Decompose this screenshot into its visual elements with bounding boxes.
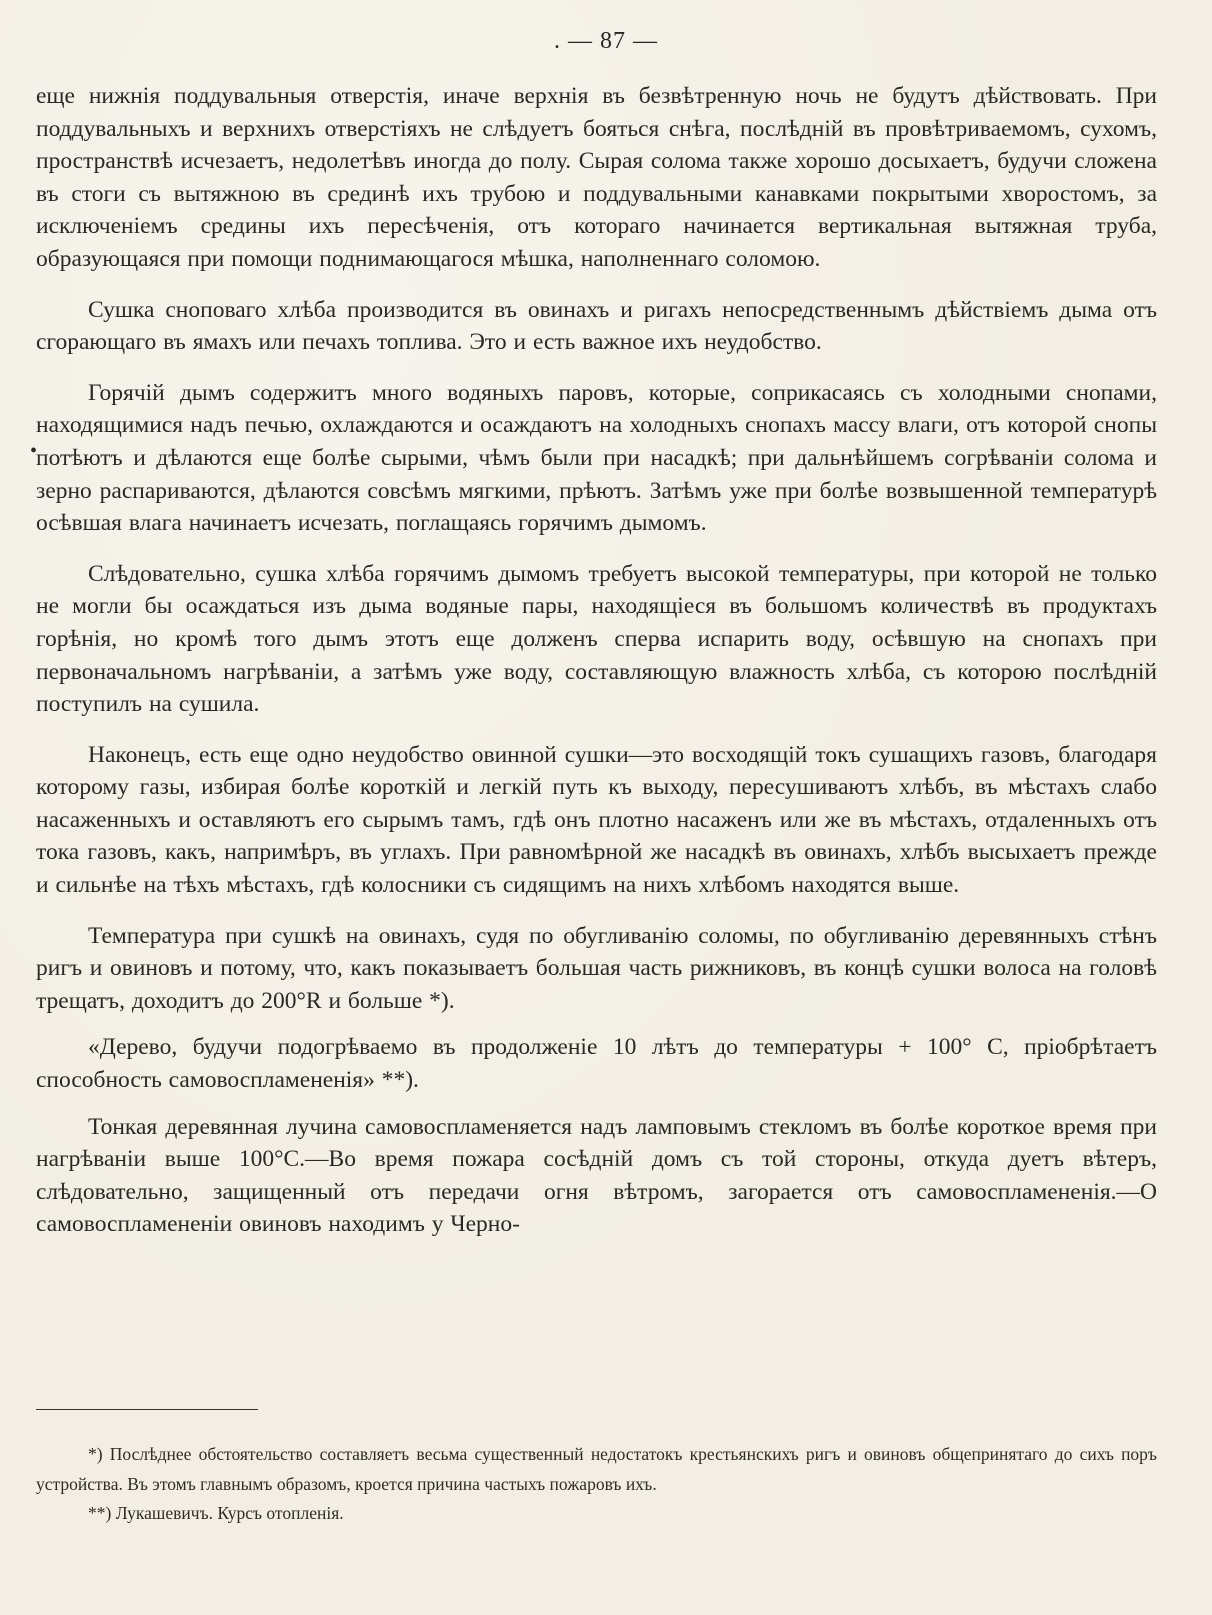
paragraph-6: Температура при сушкѣ на овинахъ, судя по обугливанію соломы, по обугливанію деревянныхъ стѣнъ ригъ и овиновъ и потому, что, какъ показываетъ большая часть рижниковъ, въ концѣ сушки волоса на головѣ трещатъ, доходитъ до 200°R и больше *). bbox=[36, 922, 1157, 1014]
footnote-2: **) Лукашевичъ. Курсъ отопленія. bbox=[88, 1503, 344, 1523]
page-number: . — 87 — bbox=[554, 28, 658, 54]
footnote-divider bbox=[36, 1409, 258, 1410]
body-text bbox=[36, 80, 1157, 1259]
margin-mark: • bbox=[30, 440, 38, 462]
paragraph-2: Сушка сноповаго хлѣба производится въ овинахъ и ригахъ непосредственнымъ дѣйствіемъ дыма отъ сгорающаго въ ямахъ или печахъ топлива. Это и есть важное ихъ неудобство. bbox=[36, 296, 1157, 356]
paragraph-8: Тонкая деревянная лучина самовоспламеняется надъ ламповымъ стекломъ въ болѣе короткое время при нагрѣваніи выше 100°C.—Во время пожара сосѣдній домъ съ той стороны, откуда дуетъ вѣтеръ, слѣдовательно, защищенный отъ передачи огня вѣтромъ, загорается отъ самовоспламененія.—О самовоспламененіи овиновъ находимъ у Черно- bbox=[36, 1113, 1157, 1238]
paragraph-4: Слѣдовательно, сушка хлѣба горячимъ дымомъ требуетъ высокой температуры, при которой не только не могли бы осаждаться изъ дыма водяные пары, находящіеся въ большомъ количествѣ въ продуктахъ горѣнія, но кромѣ того дымъ этотъ еще долженъ сперва испарить воду, осѣвшую на снопахъ при первоначальномъ нагрѣваніи, а затѣмъ уже воду, составляющую влажность хлѣба, съ которою послѣдній поступилъ на сушила. bbox=[36, 560, 1157, 718]
footnote-1: *) Послѣднее обстоятельство составляетъ весьма существенный недостатокъ крестьянскихъ ригъ и овиновъ общепринятаго до сихъ поръ устройства. Въ этомъ главнымъ образомъ, кроется причина частыхъ пожаровъ ихъ. bbox=[36, 1444, 1157, 1494]
paragraph-5: Наконецъ, есть еще одно неудобство овинной сушки—это восходящій токъ сушащихъ газовъ, благодаря которому газы, избирая болѣе короткій и легкій путь къ выходу, пересушиваютъ хлѣбъ, въ мѣстахъ слабо насаженныхъ и оставляютъ его сырымъ тамъ, гдѣ онъ плотно насаженъ или же въ мѣстахъ, отдаленныхъ отъ тока газовъ, какъ, напримѣръ, въ углахъ. При равномѣрной же насадкѣ въ овинахъ, хлѣбъ высыхаетъ прежде и сильнѣе на тѣхъ мѣстахъ, гдѣ колосники съ сидящимъ на нихъ хлѣбомъ находятся выше. bbox=[36, 741, 1157, 899]
footnotes bbox=[36, 1440, 1157, 1529]
paragraph-7: «Дерево, будучи подогрѣваемо въ продолженіе 10 лѣтъ до температуры + 100° C, пріобрѣтаетъ способность самовоспламененія» **). bbox=[36, 1034, 1157, 1094]
paragraph-3: Горячій дымъ содержитъ много водяныхъ паровъ, которые, соприкасаясь съ холодными снопами, находящимися надъ печью, охлаждаются и осаждаютъ на холодныхъ снопахъ массу влаги, отъ которой снопы потѣютъ и дѣлаются еще болѣе сырыми, чѣмъ были при насадкѣ; при дальнѣйшемъ согрѣваніи солома и зерно распариваются, дѣлаются совсѣмъ мягкими, прѣютъ. Затѣмъ уже при болѣе возвышенной температурѣ осѣвшая влага начинаетъ исчезать, поглащаясь горячимъ дымомъ. bbox=[36, 379, 1157, 537]
paragraph-1: еще нижнія поддувальныя отверстія, иначе верхнія въ безвѣтренную ночь не будутъ дѣйствовать. При поддувальныхъ и верхнихъ отверстіяхъ не слѣдуетъ бояться снѣга, послѣдній въ провѣтриваемомъ, сухомъ, пространствѣ исчезаетъ, недолетѣвъ иногда до полу. Сырая солома также хорошо досыхаетъ, будучи сложена въ стоги съ вытяжною въ срединѣ ихъ трубою и поддувальными канавками покрытыми хворостомъ, за исключеніемъ средины ихъ пересѣченія, отъ котораго начинается вертикальная вытяжная труба, образующаяся при помощи поднимающагося мѣшка, наполненнаго соломою. bbox=[36, 83, 1157, 272]
